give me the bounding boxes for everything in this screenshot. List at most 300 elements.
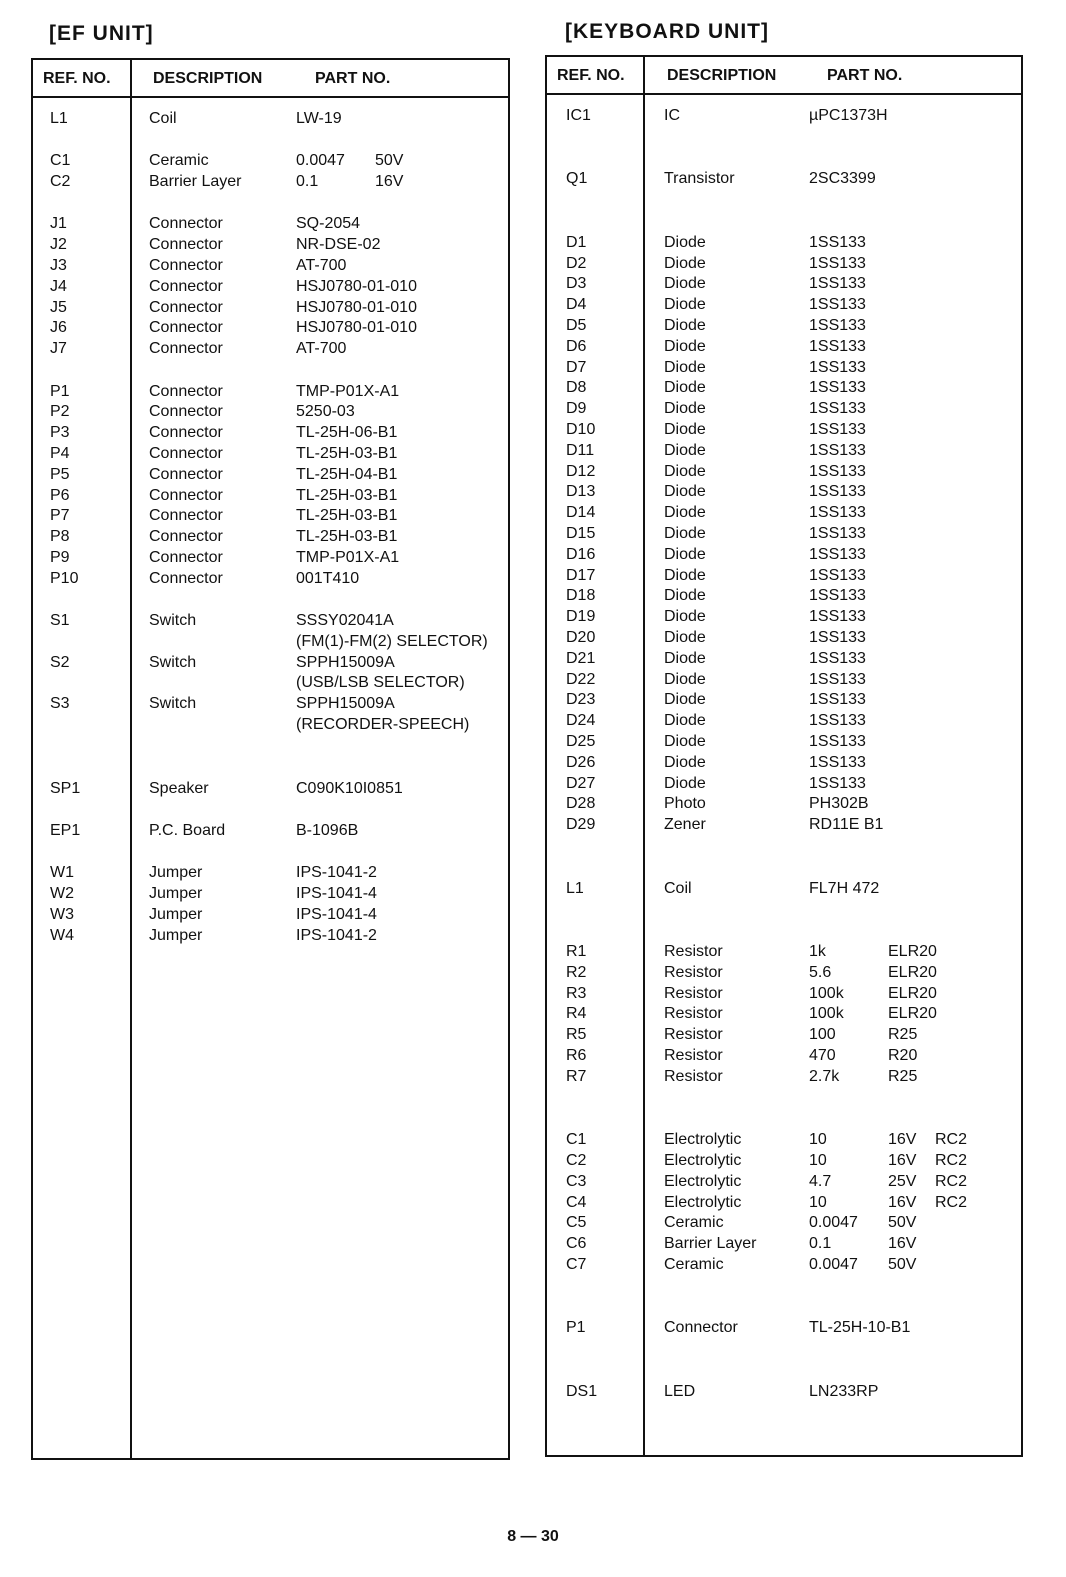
part-no-cell: 100k [809,984,844,1002]
description-cell: Diode [664,358,706,376]
table-row [33,652,508,673]
spec-cell: ELR20 [888,1005,937,1023]
spec-cell: ELR20 [888,963,937,981]
table-row [33,778,508,799]
table-row [547,315,1021,336]
table-row [547,983,1021,1004]
description-cell: Diode [664,254,706,272]
table-row [547,357,1021,378]
ref-no-cell: C2 [50,173,71,191]
kb-description-header: DESCRIPTION [667,67,777,84]
description-cell: Resistor [664,1026,723,1044]
table-row [547,1045,1021,1066]
part-no-cell: 0.0047 [809,1214,858,1232]
description-cell: Connector [149,340,223,358]
ref-no-cell: D17 [566,566,596,584]
table-row [33,401,508,422]
ref-no-cell: R2 [566,963,587,981]
description-cell: Resistor [664,1047,723,1064]
description-cell: Diode [664,462,706,480]
description-cell: Diode [664,733,706,750]
part-no-cell: TL-25H-03-B1 [296,486,398,504]
table-row [547,1254,1021,1275]
spec-cell: R25 [888,1026,918,1044]
part-no-cell: TMP-P01X-A1 [296,548,400,566]
part-no-cell: 10 [809,1152,827,1169]
ref-no-cell: D7 [566,358,587,376]
table-row [33,526,508,547]
ref-no-cell: W1 [50,864,74,882]
part-no-cell: 0.1 [809,1235,832,1253]
description-cell: Diode [664,774,706,792]
description-cell: Ceramic [664,1256,724,1273]
description-cell: Diode [664,400,706,418]
ref-no-cell: D25 [566,733,596,750]
ef-unit-table [31,58,510,1460]
ref-no-cell: D6 [566,337,587,355]
description-cell: Diode [664,441,706,459]
description-cell: Connector [149,215,223,233]
description-cell: Barrier Layer [149,173,242,191]
ref-no-cell: SP1 [50,779,81,797]
table-row [33,150,508,171]
description-cell: Jumper [149,885,203,903]
spec-cell: 16V [888,1193,917,1211]
part-no-cell: 10 [809,1193,827,1211]
part-no-cell: 1SS133 [809,649,866,667]
table-row [547,1066,1021,1087]
part-no-cell: SPPH15009A [296,653,395,671]
part-no-cell: 1SS133 [809,691,866,709]
spec-cell: R25 [888,1067,918,1085]
table-row [547,419,1021,440]
ref-no-cell: D9 [566,400,587,418]
description-cell: Barrier Layer [664,1235,757,1253]
part-no-cell: 1SS133 [809,545,866,563]
part-no-cell: SSSY02041A [296,612,394,629]
part-no-cell: TL-25H-03-B1 [296,507,398,525]
ef-description-header: DESCRIPTION [153,70,263,87]
part-no-cell: AT-700 [296,257,347,274]
part-no-cell: IPS-1041-4 [296,885,377,903]
part-no-cell: 470 [809,1047,836,1064]
part-no-cell: 4.7 [809,1172,832,1190]
description-cell: Photo [664,795,706,813]
ref-no-cell: P6 [50,486,70,504]
ref-no-cell: DS1 [566,1382,598,1400]
description-cell: Diode [664,483,706,501]
table-row [547,878,1021,899]
ref-no-cell: P3 [50,424,70,442]
ref-no-cell: D23 [566,691,596,709]
table-row [33,610,508,631]
table-row [547,689,1021,710]
ref-no-cell: C1 [50,152,71,170]
description-cell: Coil [149,110,177,127]
ref-no-cell: C1 [566,1131,587,1149]
ref-no-cell: J4 [50,277,67,295]
part-no-cell: 1SS133 [809,317,866,334]
part-no-cell: HSJ0780-01-010 [296,277,417,295]
table-row [547,752,1021,773]
table-row [33,693,508,714]
ref-no-cell: R1 [566,943,587,960]
description-cell: Connector [149,486,223,504]
part-no-cell: 001T410 [296,569,360,587]
table-row [547,481,1021,502]
table-row [33,464,508,485]
part-no-cell: AT-700 [296,340,347,358]
part-no-cell: 1SS133 [809,712,866,730]
part-no-cell: 1SS133 [809,670,866,688]
description-cell: Connector [149,319,223,337]
ref-no-cell: C5 [566,1214,587,1232]
table-row [547,336,1021,357]
part-no-cell: TMP-P01X-A1 [296,382,400,400]
description-cell: Jumper [149,864,203,882]
table-row [33,672,508,693]
ref-no-cell: J7 [50,340,67,358]
description-cell: Diode [664,317,706,334]
description-cell: Connector [149,403,223,421]
part-no-cell: 0.0047 [296,152,345,170]
description-cell: IC [664,107,680,124]
ref-no-cell: R6 [566,1047,587,1064]
part-no-cell: 2SC3399 [809,170,876,188]
ref-no-cell: D13 [566,483,596,501]
ref-no-cell: P5 [50,465,70,483]
ref-no-cell: S2 [50,653,70,671]
part-no-cell: 5250-03 [296,403,355,421]
part-no-cell: NR-DSE-02 [296,236,381,254]
keyboard-unit-title: [KEYBOARD UNIT] [565,20,769,43]
description-cell: Jumper [149,906,203,923]
table-row [33,568,508,589]
description-cell: Jumper [149,926,203,944]
description-cell: Switch [149,612,197,629]
description-cell: Resistor [664,943,723,960]
part-no-cell: 1SS133 [809,337,866,355]
table-row [547,941,1021,962]
part-no-cell: 1SS133 [809,504,866,522]
description-cell: Connector [149,424,223,442]
description-cell: P.C. Board [149,822,226,840]
table-row [547,1171,1021,1192]
table-row [547,731,1021,752]
table-row [547,232,1021,253]
ref-no-cell: D14 [566,504,596,522]
table-row [547,606,1021,627]
part-no-cell: 1SS133 [809,525,866,542]
description-cell: Electrolytic [664,1152,742,1169]
table-row [547,461,1021,482]
part-no-cell: B-1096B [296,822,359,840]
ref-no-cell: C4 [566,1193,587,1211]
part-no-cell: 1SS133 [809,296,866,314]
spec-cell: R20 [888,1047,918,1064]
ref-no-cell: J6 [50,319,67,337]
description-cell: Connector [149,298,223,316]
table-row [547,544,1021,565]
ref-no-cell: D22 [566,670,596,688]
description-cell: Connector [149,277,223,295]
part-no-cell: 1SS133 [809,358,866,376]
table-row [547,1317,1021,1338]
part-no-cell: 1SS133 [809,733,866,750]
table-row [33,883,508,904]
part-no-cell: PH302B [809,795,869,813]
spec-cell: ELR20 [888,943,937,960]
table-row [547,814,1021,835]
spec-cell: 25V [888,1172,917,1190]
part-no-cell: 1SS133 [809,774,866,792]
ref-no-cell: P2 [50,403,70,421]
table-row [547,105,1021,126]
table-row [33,904,508,925]
ref-no-cell: P10 [50,569,79,587]
ref-no-cell: D8 [566,379,587,397]
table-row [33,820,508,841]
ref-no-cell: D15 [566,525,596,542]
table-row [33,108,508,129]
ref-no-cell: R4 [566,1005,587,1023]
part-no-cell: IPS-1041-2 [296,864,377,882]
spec-cell-2: RC2 [935,1193,968,1211]
ref-no-cell: J3 [50,257,67,274]
table-row [33,631,508,652]
part-no-cell: C090K10I0851 [296,779,403,797]
part-no-cell: 0.1 [296,173,319,191]
ref-no-cell: D28 [566,795,596,813]
ref-no-cell: D12 [566,462,596,480]
part-no-cell: 0.0047 [809,1256,858,1273]
part-no-cell: 1SS133 [809,233,866,251]
ref-no-cell: D29 [566,816,596,834]
table-row [547,773,1021,794]
description-cell: Connector [664,1319,738,1337]
part-no-cell: 1SS133 [809,400,866,418]
kb-ref-no-header: REF. NO. [557,67,625,84]
ref-no-cell: EP1 [50,822,81,840]
description-cell: Connector [149,257,223,274]
part-no-cell: 1k [809,943,826,960]
part-no-cell: SPPH15009A [296,695,395,713]
spec-cell: 16V [375,173,404,191]
description-cell: Resistor [664,984,723,1002]
table-row [33,276,508,297]
description-cell: Diode [664,504,706,522]
part-no-cell: LW-19 [296,110,342,127]
ref-no-cell: D11 [566,441,595,459]
page-number: 8 — 30 [507,1528,559,1545]
part-no-cell: 100 [809,1026,836,1044]
description-cell: Diode [664,421,706,438]
part-no-cell: 10 [809,1131,827,1149]
description-cell: Ceramic [664,1214,724,1232]
description-cell: Diode [664,649,706,667]
ref-no-cell: C7 [566,1256,587,1273]
spec-cell: 50V [888,1256,917,1273]
description-cell: Electrolytic [664,1131,742,1149]
ref-no-cell: S3 [50,695,70,713]
ref-no-cell: Q1 [566,170,588,188]
ref-no-cell: L1 [566,879,584,897]
ref-no-cell: D3 [566,275,587,293]
part-no-cell: 1SS133 [809,629,866,646]
description-cell: Connector [149,528,223,546]
table-row [547,1381,1021,1402]
table-row [33,485,508,506]
description-cell: Diode [664,379,706,397]
table-row [33,381,508,402]
table-row [547,502,1021,523]
description-cell: Connector [149,236,223,254]
table-row [547,1129,1021,1150]
table-row [547,168,1021,189]
part-no-cell: 1SS133 [809,441,866,459]
ref-no-cell: R5 [566,1026,587,1044]
description-cell: Connector [149,507,223,525]
spec-cell-2: RC2 [935,1131,968,1149]
table-row [547,1003,1021,1024]
table-row [547,710,1021,731]
ref-no-cell: D2 [566,254,587,272]
part-no-cell: 1SS133 [809,421,866,438]
description-cell: Diode [664,587,706,605]
table-row [33,505,508,526]
part-no-cell: TL-25H-03-B1 [296,528,398,546]
spec-cell: 16V [888,1131,917,1149]
part-no-cell: 1SS133 [809,275,866,293]
part-no-cell: (USB/LSB SELECTOR) [296,674,465,692]
table-row [33,171,508,192]
table-row [547,669,1021,690]
spec-cell-2: RC2 [935,1152,968,1169]
description-cell: Diode [664,670,706,688]
table-row [547,273,1021,294]
ref-no-cell: R7 [566,1067,587,1085]
ref-no-cell: C6 [566,1235,587,1253]
spec-cell: 50V [375,152,404,170]
ef-ref-no-header: REF. NO. [43,70,111,87]
part-no-cell: RD11E B1 [809,816,884,834]
ref-no-cell: P4 [50,444,70,462]
table-row [33,317,508,338]
description-cell: Connector [149,444,223,462]
ref-no-cell: S1 [50,612,70,629]
description-cell: Diode [664,296,706,314]
ref-no-cell: P8 [50,528,70,546]
table-row [33,862,508,883]
description-cell: Coil [664,879,692,897]
table-row [547,398,1021,419]
table-row [33,714,508,735]
table-row [547,962,1021,983]
part-no-cell: TL-25H-04-B1 [296,465,398,483]
part-no-cell: 1SS133 [809,462,866,480]
table-row [547,294,1021,315]
ref-no-cell: C3 [566,1172,587,1190]
ref-no-cell: P1 [566,1319,586,1337]
table-row [547,377,1021,398]
description-cell: Diode [664,525,706,542]
table-row [33,443,508,464]
part-no-cell: HSJ0780-01-010 [296,319,417,337]
description-cell: Connector [149,569,223,587]
ref-no-cell: P9 [50,548,70,566]
kb-part-no-header: PART NO. [827,67,903,84]
spec-cell-2: RC2 [935,1172,968,1190]
part-no-cell: 1SS133 [809,566,866,584]
ref-no-cell: J2 [50,236,67,254]
table-row [547,1233,1021,1254]
ref-no-cell: P1 [50,382,70,400]
description-cell: Diode [664,753,706,771]
part-no-cell: HSJ0780-01-010 [296,298,417,316]
part-no-cell: TL-25H-10-B1 [809,1319,911,1337]
table-row [547,1024,1021,1045]
ref-no-cell: D21 [566,649,596,667]
spec-cell: ELR20 [888,984,937,1002]
description-cell: Connector [149,382,223,400]
ref-no-cell: W3 [50,906,74,923]
ef-unit-title: [EF UNIT] [49,22,154,45]
table-row [33,213,508,234]
description-cell: Connector [149,548,223,566]
ef-part-no-header: PART NO. [315,70,391,87]
description-cell: Switch [149,653,197,671]
part-no-cell: IPS-1041-4 [296,906,377,923]
description-cell: Diode [664,712,706,730]
part-no-cell: (FM(1)-FM(2) SELECTOR) [296,632,488,650]
ref-no-cell: D26 [566,753,596,771]
description-cell: Electrolytic [664,1193,742,1211]
description-cell: Resistor [664,1067,723,1085]
ref-no-cell: D24 [566,712,596,730]
description-cell: Transistor [664,170,735,188]
table-row [547,440,1021,461]
part-no-cell: 1SS133 [809,753,866,771]
part-no-cell: 1SS133 [809,483,866,501]
ref-no-cell: D4 [566,296,587,314]
spec-cell: 50V [888,1214,917,1232]
description-cell: Resistor [664,1005,723,1023]
ref-no-cell: C2 [566,1152,587,1169]
table-row [547,253,1021,274]
keyboard-unit-header-row [547,57,1021,95]
table-row [33,422,508,443]
ref-no-cell: R3 [566,984,587,1002]
description-cell: Diode [664,337,706,355]
description-cell: Diode [664,608,706,626]
ref-no-cell: D1 [566,233,587,251]
description-cell: Switch [149,695,197,713]
part-no-cell: 100k [809,1005,844,1023]
ref-no-cell: D16 [566,545,596,563]
part-no-cell: FL7H 472 [809,879,880,897]
spec-cell: 16V [888,1152,917,1169]
table-row [33,925,508,946]
table-row [547,565,1021,586]
ref-no-cell: D27 [566,774,596,792]
ref-no-cell: D20 [566,629,596,646]
part-no-cell: 2.7k [809,1067,840,1085]
part-no-cell: LN233RP [809,1382,879,1400]
description-cell: Speaker [149,779,209,797]
table-row [547,1192,1021,1213]
description-cell: Connector [149,465,223,483]
table-row [547,627,1021,648]
